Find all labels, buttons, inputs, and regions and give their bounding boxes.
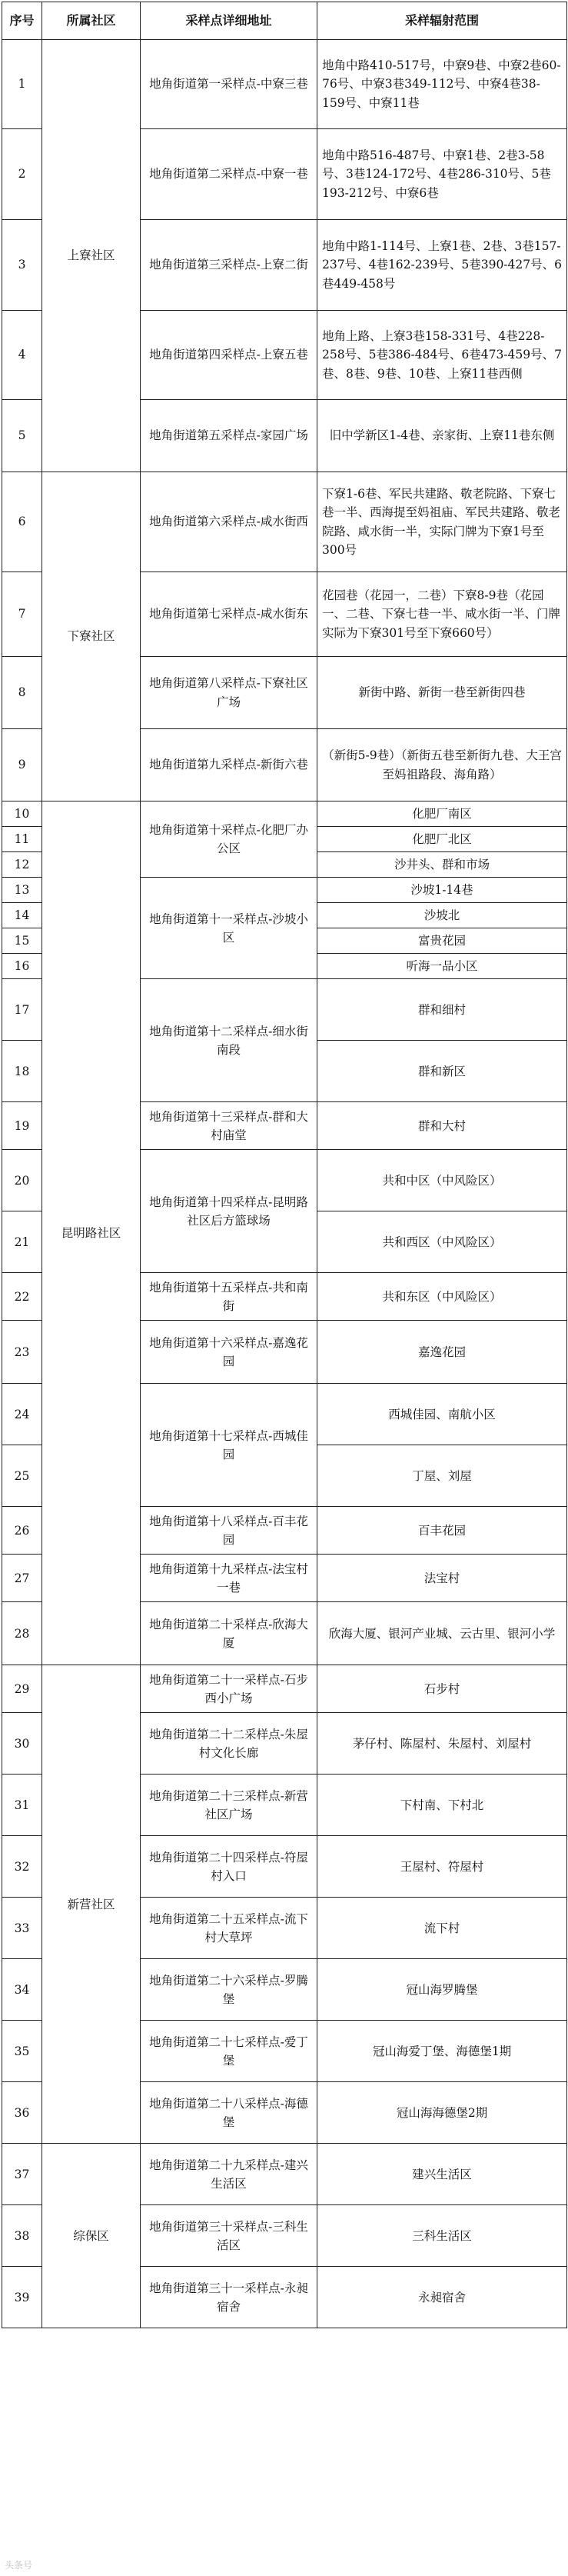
community-cell: 下寮社区 [42,472,141,801]
row-number: 23 [2,1321,42,1384]
sampling-scope-cell: 嘉逸花园 [317,1321,567,1384]
sampling-address-cell: 地角街道第二十六采样点-罗腾堡 [141,1959,317,2021]
sampling-scope-cell: 法宝村 [317,1555,567,1602]
sampling-points-table [2,2,567,2328]
row-number: 28 [2,1602,42,1665]
row-number: 32 [2,1836,42,1898]
community-cell: 昆明路社区 [42,801,141,1665]
watermark-text: 头条号 [5,2560,33,2571]
sampling-address-cell: 地角街道第二十三采样点-新营社区广场 [141,1775,317,1836]
row-number: 33 [2,1898,42,1959]
sampling-address-cell: 地角街道第四采样点-上寮五巷 [141,311,317,400]
row-number: 38 [2,2205,42,2267]
row-number: 39 [2,2267,42,2328]
sampling-scope-cell: 沙坡1-14巷 [317,878,567,903]
sampling-scope-cell: 石步村 [317,1665,567,1713]
sampling-address-cell: 地角街道第一采样点-中寮三巷 [141,40,317,129]
row-number: 34 [2,1959,42,2021]
sampling-scope-cell: 建兴生活区 [317,2144,567,2205]
row-number: 19 [2,1102,42,1150]
sampling-scope-cell: 群和细村 [317,979,567,1041]
row-number: 5 [2,400,42,472]
sampling-address-cell: 地角街道第二十八采样点-海德堡 [141,2082,317,2144]
table-row [2,1665,567,1713]
sampling-scope-cell: 流下村 [317,1898,567,1959]
row-number: 2 [2,129,42,220]
sampling-address-cell: 地角街道第二十二采样点-朱屋村文化长廊 [141,1713,317,1775]
row-number: 29 [2,1665,42,1713]
sampling-address-cell: 地角街道第十二采样点-细水街南段 [141,979,317,1102]
row-number: 24 [2,1384,42,1445]
sampling-address-cell: 地角街道第二十一采样点-石步西小广场 [141,1665,317,1713]
community-cell: 综保区 [42,2144,141,2328]
row-number: 13 [2,878,42,903]
sampling-scope-cell: 共和东区（中风险区） [317,1273,567,1321]
row-number: 21 [2,1211,42,1273]
sampling-scope-cell: 地角中路410-517号，中寮9巷、中寮2巷60-76号、中寮3巷349-112号、中寮4巷38-159号、中寮11巷 [317,40,567,129]
row-number: 30 [2,1713,42,1775]
row-number: 27 [2,1555,42,1602]
community-cell: 上寮社区 [42,40,141,472]
sampling-address-cell: 地角街道第十采样点-化肥厂办公区 [141,801,317,878]
sampling-scope-cell: 西城佳园、南航小区 [317,1384,567,1445]
sampling-scope-cell: 化肥厂南区 [317,801,567,827]
table-row [2,2144,567,2205]
sampling-scope-cell: 三科生活区 [317,2205,567,2267]
row-number: 4 [2,311,42,400]
row-number: 25 [2,1445,42,1507]
row-number: 17 [2,979,42,1041]
sampling-address-cell: 地角街道第十四采样点-昆明路社区后方篮球场 [141,1150,317,1273]
sampling-address-cell: 地角街道第十七采样点-西城佳园 [141,1384,317,1507]
sampling-address-cell: 地角街道第二采样点-中寮一巷 [141,129,317,220]
sampling-scope-cell: 花园巷（花园一，二巷）下寮8-9巷（花园一、二巷、下寮七巷一半、咸水街一半、门牌实际为下寮301号至下寮660号） [317,572,567,657]
sampling-address-cell: 地角街道第十六采样点-嘉逸花园 [141,1321,317,1384]
row-number: 18 [2,1041,42,1102]
sampling-address-cell: 地角街道第九采样点-新街六巷 [141,729,317,801]
sampling-scope-cell: 听海一品小区 [317,954,567,979]
sampling-address-cell: 地角街道第十八采样点-百丰花园 [141,1507,317,1555]
sampling-address-cell: 地角街道第六采样点-咸水街西 [141,472,317,572]
sampling-scope-cell: 下寮1-6巷、军民共建路、敬老院路、下寮七巷一半、西海提至妈祖庙、军民共建路、敬老院路、咸水街一半，实际门牌为下寮1号至300号 [317,472,567,572]
sampling-address-cell: 地角街道第十三采样点-群和大村庙堂 [141,1102,317,1150]
sampling-address-cell: 地角街道第八采样点-下寮社区广场 [141,657,317,729]
row-number: 15 [2,928,42,954]
sampling-scope-cell: 富贵花园 [317,928,567,954]
community-cell: 新营社区 [42,1665,141,2144]
table-header-row [2,2,567,40]
row-number: 31 [2,1775,42,1836]
sampling-scope-cell: 王屋村、符屋村 [317,1836,567,1898]
sampling-address-cell: 地角街道第七采样点-咸水街东 [141,572,317,657]
header-no: 序号 [2,2,42,40]
row-number: 16 [2,954,42,979]
sampling-scope-cell: 永昶宿舍 [317,2267,567,2328]
header-address: 采样点详细地址 [141,2,317,40]
sampling-scope-cell: 化肥厂北区 [317,827,567,852]
sampling-scope-cell: 沙井头、群和市场 [317,852,567,878]
sampling-address-cell: 地角街道第二十五采样点-流下村大草坪 [141,1898,317,1959]
row-number: 1 [2,40,42,129]
sampling-scope-cell: 共和西区（中风险区） [317,1211,567,1273]
sampling-address-cell: 地角街道第二十四采样点-符屋村入口 [141,1836,317,1898]
sampling-scope-cell: 冠山海海德堡2期 [317,2082,567,2144]
sampling-scope-cell: 百丰花园 [317,1507,567,1555]
sampling-address-cell: 地角街道第五采样点-家园广场 [141,400,317,472]
row-number: 26 [2,1507,42,1555]
row-number: 12 [2,852,42,878]
sampling-scope-cell: 冠山海爱丁堡、海德堡1期 [317,2021,567,2082]
row-number: 9 [2,729,42,801]
sampling-scope-cell: 地角上路、上寮3巷158-331号、4巷228-258号、5巷386-484号、6巷473-459号、7巷、8巷、9巷、10巷、上寮11巷西侧 [317,311,567,400]
sampling-address-cell: 地角街道第二十七采样点-爱丁堡 [141,2021,317,2082]
sampling-address-cell: 地角街道第十一采样点-沙坡小区 [141,878,317,979]
sampling-scope-cell: 旧中学新区1-4巷、亲家街、上寮11巷东侧 [317,400,567,472]
row-number: 35 [2,2021,42,2082]
row-number: 36 [2,2082,42,2144]
sampling-scope-cell: 欣海大厦、银河产业城、云古里、银河小学 [317,1602,567,1665]
row-number: 8 [2,657,42,729]
sampling-scope-cell: 地角中路1-114号、上寮1巷、2巷、3巷157-237号、4巷162-239号、5巷390-427号、6巷449-458号 [317,220,567,311]
sampling-scope-cell: 下村南、下村北 [317,1775,567,1836]
table-row [2,472,567,572]
sampling-scope-cell: 丁屋、刘屋 [317,1445,567,1507]
sampling-scope-cell: （新街5-9巷）（新街五巷至新街九巷、大王宫至妈祖路段、海角路） [317,729,567,801]
sampling-scope-cell: 新街中路、新街一巷至新街四巷 [317,657,567,729]
sampling-address-cell: 地角街道第十五采样点-共和南街 [141,1273,317,1321]
sampling-scope-cell: 共和中区（中风险区） [317,1150,567,1211]
sampling-scope-cell: 沙坡北 [317,903,567,928]
row-number: 10 [2,801,42,827]
sampling-scope-cell: 地角中路516-487号、中寮1巷、2巷3-58号、3巷124-172号、4巷286-310号、5巷193-212号、中寮6巷 [317,129,567,220]
sampling-address-cell: 地角街道第十九采样点-法宝村一巷 [141,1555,317,1602]
header-scope: 采样辐射范围 [317,2,567,40]
row-number: 11 [2,827,42,852]
sampling-address-cell: 地角街道第二十九采样点-建兴生活区 [141,2144,317,2205]
row-number: 20 [2,1150,42,1211]
sampling-scope-cell: 茅仔村、陈屋村、朱屋村、刘屋村 [317,1713,567,1775]
row-number: 7 [2,572,42,657]
sampling-scope-cell: 群和大村 [317,1102,567,1150]
row-number: 22 [2,1273,42,1321]
sampling-scope-cell: 冠山海罗腾堡 [317,1959,567,2021]
table-body [2,40,567,2328]
sampling-address-cell: 地角街道第三十采样点-三科生活区 [141,2205,317,2267]
sampling-scope-cell: 群和新区 [317,1041,567,1102]
row-number: 6 [2,472,42,572]
sampling-address-cell: 地角街道第三采样点-上寮二街 [141,220,317,311]
table-row [2,801,567,827]
table-row [2,40,567,129]
row-number: 3 [2,220,42,311]
sampling-address-cell: 地角街道第二十采样点-欣海大厦 [141,1602,317,1665]
row-number: 14 [2,903,42,928]
row-number: 37 [2,2144,42,2205]
sampling-address-cell: 地角街道第三十一采样点-永昶宿舍 [141,2267,317,2328]
header-community: 所属社区 [42,2,141,40]
